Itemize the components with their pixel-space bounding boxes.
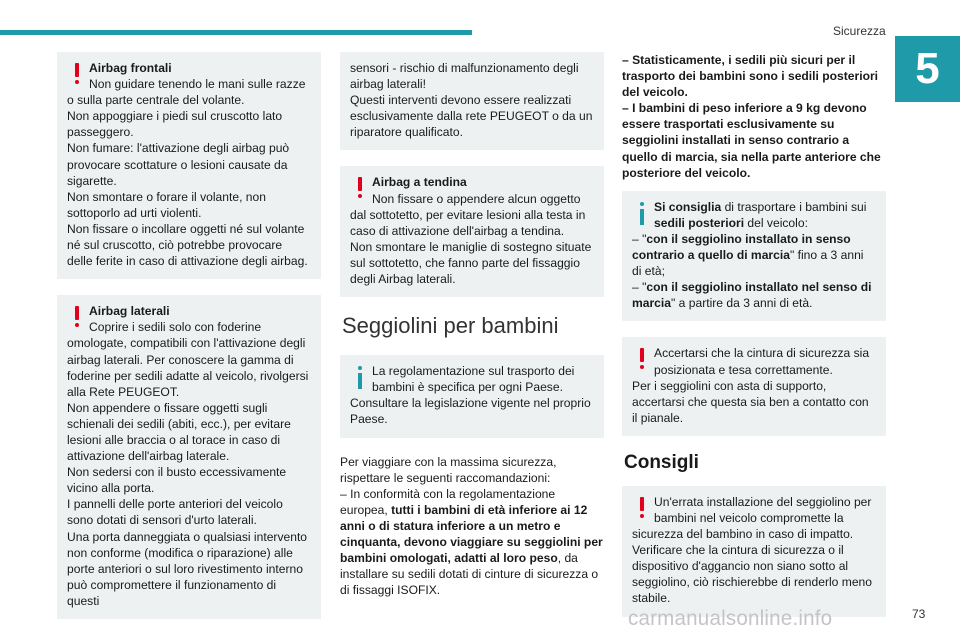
text-run: – " xyxy=(632,280,647,295)
box-line: Verificare che la cintura di sicurezza o il dispositivo d'aggancio non siano sotto al seggiolino, ciò rischierebbe di renderlo meno stabile. xyxy=(632,543,872,606)
paragraph-item xyxy=(340,486,604,599)
bold-run: con il seggiolino installato in senso contrario a quello di marcia xyxy=(632,231,851,263)
column-2 xyxy=(340,52,604,608)
text-run: – In conformità con la regolamentazione europea, xyxy=(340,486,556,517)
box-line: Consultare la legislazione vigente nel proprio Paese. xyxy=(350,396,591,427)
recommendations-paragraph xyxy=(340,454,604,599)
warning-icon xyxy=(350,174,372,204)
box-line: La regolamentazione sul trasporto dei bambini è specifica per ogni Paese. xyxy=(372,364,575,395)
box-line xyxy=(632,231,876,279)
box-line xyxy=(632,199,876,231)
info-box-rear-seats xyxy=(622,191,886,322)
watermark: carmanualsonline.info xyxy=(628,607,833,630)
box-title: Airbag a tendina xyxy=(372,175,467,190)
warning-icon xyxy=(632,345,654,375)
box-line: Non fissare o appendere alcun oggetto dal sottotetto, per evitare lesioni alla testa in caso di attivazione dell'airbag a tendina. xyxy=(350,191,586,238)
warning-box-installation xyxy=(622,486,886,617)
box-line: Non smontare o forare il volante, non sottoporlo ad urti violenti. xyxy=(67,189,266,220)
box-line: Non sedersi con il busto eccessivamente vicino alla porta. xyxy=(67,465,287,496)
bold-run: con il seggiolino installato nel senso di marcia xyxy=(632,280,872,311)
box-line: Non appoggiare i piedi sul cruscotto lato passeggero. xyxy=(67,109,283,140)
warning-icon xyxy=(67,303,89,333)
box-line: Non smontare le maniglie di sostegno situate sul sottotetto, che fanno parte del fissaggio degli Airbag laterali. xyxy=(350,239,592,287)
section-title: Sicurezza xyxy=(833,24,886,38)
text-run: – " xyxy=(632,231,647,246)
bold-line: – I bambini di peso inferiore a 9 kg devono essere trasportati esclusivamente su seggiolini installati in senso contrario a quello di marcia, sia nella parte anteriore che posteriore del veicolo. xyxy=(622,101,881,180)
section-heading-advice: Consigli xyxy=(624,451,699,473)
bold-run: sedili posteriori xyxy=(654,215,745,230)
text-run: , da installare su sedili dotati di cinture di sicurezza o di fissaggi ISOFIX. xyxy=(340,551,599,598)
warning-box-side-airbags xyxy=(57,295,321,619)
info-box-regulations xyxy=(340,355,604,437)
column-3 xyxy=(622,52,886,633)
box-line: I pannelli delle porte anteriori del veicolo sono dotati di sensori d'urto laterali. xyxy=(67,497,283,528)
bold-line: – Statisticamente, i sedili più sicuri per il trasporto dei bambini sono i sedili posteriori del veicolo. xyxy=(622,53,879,100)
box-line: Non appendere o fissare oggetti sugli schienali dei sedili (abiti, ecc.), per evitare lesioni alle braccia o al torace in caso di attivazione dell'airbag laterale. xyxy=(67,400,291,464)
box-line: Una porta danneggiata o qualsiasi intervento non conforme (modifica o riparazione) alle porte anteriori o sul loro rivestimento interno può compromettere il funzionamento di questi xyxy=(67,529,308,608)
box-line: Un'errata installazione del seggiolino per bambini nel veicolo compromette la sicurezza del bambino in caso di impatto. xyxy=(632,494,872,542)
box-title: Airbag laterali xyxy=(89,304,170,319)
column-1 xyxy=(57,52,321,635)
warning-box-seat-belt xyxy=(622,337,886,435)
text-run: di trasportare i bambini sui xyxy=(721,199,867,214)
warning-box-front-airbags xyxy=(57,52,321,279)
page-number: 73 xyxy=(912,607,926,621)
warning-icon xyxy=(632,494,654,524)
warning-box-continued xyxy=(340,52,604,150)
box-line: Non fissare o incollare oggetti né sul volante né sul cruscotto, ciò potrebbe provocare delle ferite in caso di attivazione degli airbag. xyxy=(67,221,308,269)
chapter-number-tab: 5 xyxy=(895,36,960,102)
box-line: Coprire i sedili solo con foderine omologate, compatibili con l'attivazione degli airbag laterali. Per conoscere la gamma di foderine per sedili adatte al veicolo, rivolgersi alla Rete PEUGEOT. xyxy=(67,320,309,399)
box-line: sensori - rischio di malfunzionamento degli airbag laterali! xyxy=(350,61,579,92)
box-line: Per i seggiolini con asta di supporto, accertarsi che questa sia ben a contatto con il pianale. xyxy=(632,378,869,425)
paragraph-intro: Per viaggiare con la massima sicurezza, rispettare le seguenti raccomandazioni: xyxy=(340,454,557,485)
box-line xyxy=(632,279,876,311)
text-run: " a partire da 3 anni di età. xyxy=(671,296,813,311)
header-accent-bar xyxy=(0,30,472,35)
info-icon xyxy=(350,363,372,393)
text-run: " fino a 3 anni di età; xyxy=(632,248,864,279)
warning-box-curtain-airbags xyxy=(340,166,604,297)
bold-run: Si consiglia xyxy=(654,199,722,214)
warning-icon xyxy=(67,60,89,90)
bold-run: tutti i bambini di età inferiore ai 12 anni o di statura inferiore a un metro e cinquanta, devono viaggiare su seggiolini per bambini omologati, adatti al loro peso xyxy=(340,502,603,566)
box-line: Questi interventi devono essere realizzati esclusivamente dalla rete PEUGEOT o da un riparatore qualificato. xyxy=(350,93,593,140)
section-heading-child-seats: Seggiolini per bambini xyxy=(342,313,559,339)
info-icon xyxy=(632,199,654,229)
text-run: del veicolo: xyxy=(744,215,808,230)
bold-recommendations xyxy=(622,52,886,181)
box-line: Non guidare tenendo le mani sulle razze o sulla parte centrale del volante. xyxy=(67,77,306,108)
box-line: Non fumare: l'attivazione degli airbag può provocare scottature o lesioni causate da sigarette. xyxy=(67,141,290,188)
box-line: Accertarsi che la cintura di sicurezza sia posizionata e tesa correttamente. xyxy=(654,346,870,377)
box-title: Airbag frontali xyxy=(89,61,172,75)
